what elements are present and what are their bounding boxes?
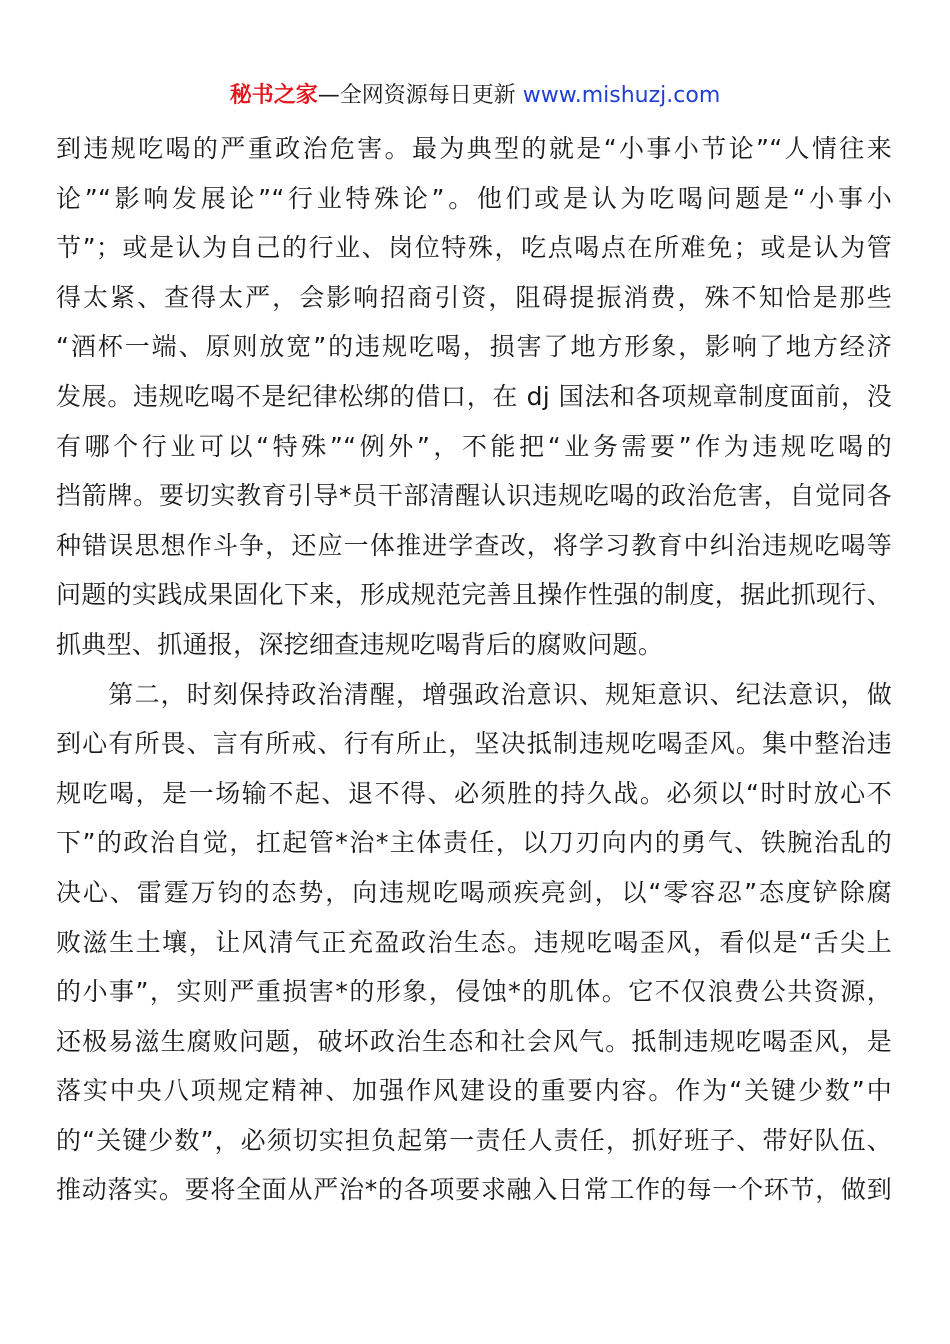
text-line: “酒杯一端、原则放宽”的违规吃喝，损害了地方形象，影响了地方经济 [56,332,892,362]
text-line: 论”“影响发展论”“行业特殊论”。他们或是认为吃喝问题是“小事小 [56,183,892,213]
text-line: 还极易滋生腐败问题，破坏政治生态和社会风气。抵制违规吃喝歪风，是 [56,1026,892,1056]
text-line: 的“关键少数”，必须切实担负起第一责任人责任，抓好班子、带好队伍、 [56,1125,892,1155]
text-line: 种错误思想作斗争，还应一体推进学查改，将学习教育中纠治违规吃喝等 [56,530,892,560]
text-line: 到违规吃喝的严重政治危害。最为典型的就是“小事小节论”“人情往来 [56,134,892,163]
paragraph-start-line: 第二，时刻保持政治清醒，增强政治意识、规矩意识、纪法意识，做 [56,679,892,709]
text-line: 的小事”，实则严重损害*的形象，侵蚀*的肌体。它不仅浪费公共资源， [56,977,892,1007]
text-line: 挡箭牌。要切实教育引导*员干部清醒认识违规吃喝的政治危害，自觉同各 [56,481,892,511]
site-header [0,80,950,112]
text-line: 推动落实。要将全面从严治*的各项要求融入日常工作的每一个环节，做到 [56,1175,892,1205]
site-slogan: —全网资源每日更新 [317,83,523,108]
text-line: 败滋生土壤，让风清气正充盈政治生态。违规吃喝歪风，看似是“舌尖上 [56,927,892,957]
text-line: 规吃喝，是一场输不起、退不得、必须胜的持久战。必须以“时时放心不 [56,778,892,808]
text-line: 落实中央八项规定精神、加强作风建设的重要内容。作为“关键少数”中 [56,1076,892,1106]
site-brand: 秘书之家 [229,83,318,108]
paragraph-end-line: 抓典型、抓通报，深挖细查违规吃喝背后的腐败问题。 [56,629,664,659]
document-body [56,124,892,1215]
text-line: 发展。违规吃喝不是纪律松绑的借口，在 dj 国法和各项规章制度面前，没 [56,381,892,411]
text-line: 决心、雷霆万钧的态势，向违规吃喝顽疾亮剑，以“零容忍”态度铲除腐 [56,877,892,907]
site-url[interactable]: www.mishuzj.com [522,83,721,108]
text-line: 节”；或是认为自己的行业、岗位特殊，吃点喝点在所难免；或是认为管 [56,233,892,263]
text-line: 有哪个行业可以“特殊”“例外”，不能把“业务需要”作为违规吃喝的 [56,431,892,461]
text-line: 得太紧、查得太严，会影响招商引资，阻碍提振消费，殊不知恰是那些 [56,282,892,312]
text-line: 到心有所畏、言有所戒、行有所止，坚决抵制违规吃喝歪风。集中整治违 [56,729,892,759]
text-line: 下”的政治自觉，扛起管*治*主体责任，以刀刃向内的勇气、铁腕治乱的 [56,828,892,858]
text-line: 问题的实践成果固化下来，形成规范完善且操作性强的制度，据此抓现行、 [56,580,892,610]
